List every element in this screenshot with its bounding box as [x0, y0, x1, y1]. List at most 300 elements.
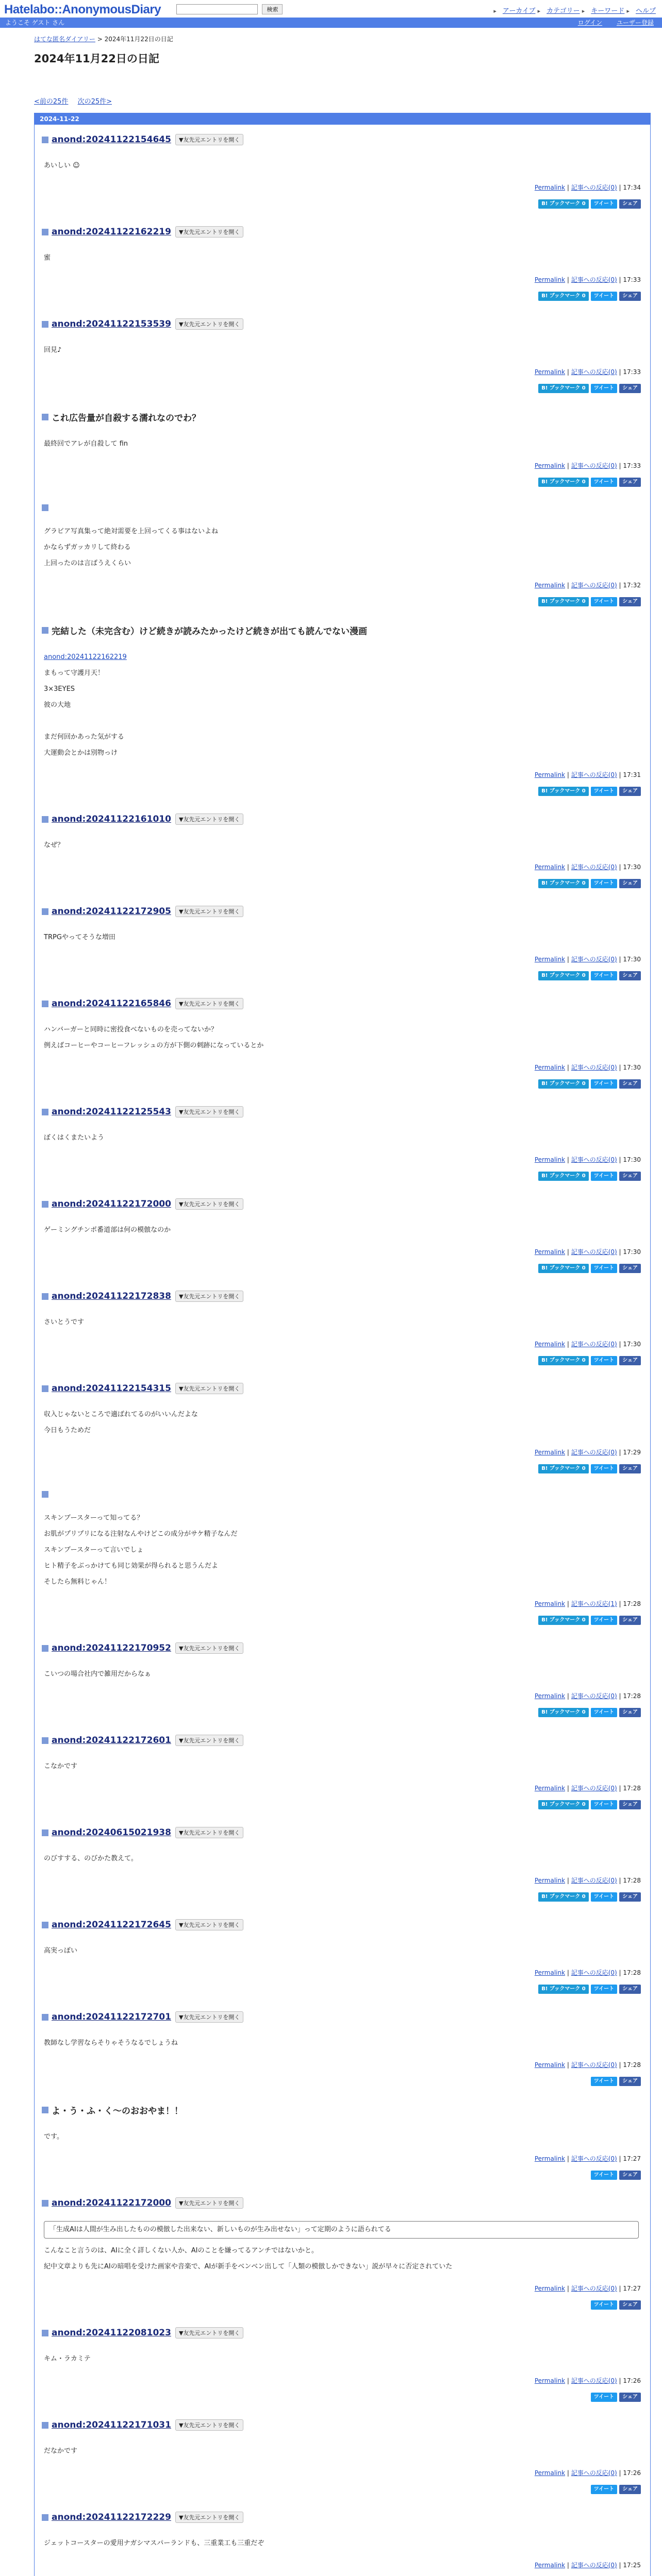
- entry-line: スキンブースターって言いでしょ: [44, 1546, 144, 1554]
- facebook-share-button[interactable]: シェア: [619, 1356, 641, 1365]
- comments-link[interactable]: [571, 184, 617, 191]
- entry: [35, 1281, 650, 1374]
- entry-square-icon[interactable]: [42, 414, 48, 420]
- facebook-share-button[interactable]: シェア: [619, 1172, 641, 1181]
- comments-label: 記事への反応(: [571, 2377, 611, 2384]
- tweet-button[interactable]: ツイート: [591, 787, 618, 796]
- comments-count: 0: [610, 1449, 615, 1456]
- entry-line: さいとうです: [44, 1318, 85, 1326]
- entry-meta: Permalink | 記事への反応(0) | 17:28: [534, 1692, 641, 1700]
- permalink-link[interactable]: Permalink: [534, 1692, 566, 1700]
- tweet-button[interactable]: ツイート: [591, 1892, 618, 1902]
- entry-title-link[interactable]: anond:20241122172601: [52, 1735, 171, 1745]
- hatena-bookmark-button[interactable]: [538, 971, 588, 980]
- entry-line: ゲーミングチンポ番道部は何の模倣なのか: [44, 1226, 171, 1234]
- entry-title-link[interactable]: anond:20241122172701: [52, 2012, 171, 2022]
- comments-link[interactable]: [571, 1600, 617, 1607]
- comments-suffix: ): [615, 2285, 617, 2292]
- entry-title-link[interactable]: anond:20241122153539: [52, 319, 171, 329]
- permalink-link[interactable]: Permalink: [534, 462, 566, 469]
- expand-parent-button[interactable]: ▼友先元エントリを開く: [175, 1383, 243, 1394]
- entry-title-link[interactable]: よ・う・ふ・く〜のおおやま！！: [52, 2106, 183, 2116]
- expand-parent-button[interactable]: ▼友先元エントリを開く: [175, 318, 243, 330]
- entry-title-link[interactable]: anond:20241122154315: [52, 1383, 171, 1394]
- user-bar: [0, 18, 662, 28]
- entry-line: 今日もうためだ: [44, 1427, 91, 1434]
- comments-label: 記事への反応(: [571, 1877, 611, 1884]
- entry-line: 例えばコーヒーやコーヒーフレッシュの方が下側の刺跡になっているとか: [44, 1042, 264, 1049]
- comments-link[interactable]: [571, 582, 617, 589]
- entry-header: [42, 998, 643, 1009]
- entry-meta: Permalink | 記事への反応(0) | 17:31: [534, 771, 641, 778]
- entry-body: [42, 523, 643, 571]
- tweet-button[interactable]: ツイート: [591, 971, 618, 980]
- entry-square-icon[interactable]: [42, 2330, 48, 2336]
- category-icon: ▸: [537, 8, 541, 14]
- facebook-share-button[interactable]: シェア: [619, 2077, 641, 2086]
- comments-suffix: ): [615, 1449, 617, 1456]
- facebook-share-button[interactable]: シェア: [619, 787, 641, 796]
- tweet-button[interactable]: ツイート: [591, 597, 618, 606]
- entry-square-icon[interactable]: [42, 1491, 48, 1498]
- entry-title-link[interactable]: anond:20241122162219: [52, 227, 171, 237]
- entry-meta: Permalink | 記事への反応(0) | 17:28: [534, 1785, 641, 1792]
- facebook-share-button[interactable]: シェア: [619, 597, 641, 606]
- entry-meta: Permalink | 記事への反応(0) | 17:26: [534, 2469, 641, 2477]
- entry-meta: Permalink | 記事への反応(1) | 17:28: [534, 1600, 641, 1607]
- tweet-button[interactable]: ツイート: [591, 1079, 618, 1089]
- entry-title-link[interactable]: 完結した（未完含む）けど続きが読みたかったけど続きが出ても読んでない漫画: [52, 626, 367, 637]
- permalink-link[interactable]: Permalink: [534, 1449, 566, 1456]
- permalink-link[interactable]: Permalink: [534, 1064, 566, 1071]
- comments-suffix: ): [615, 276, 617, 283]
- comments-suffix: ): [615, 2061, 617, 2069]
- permalink-link[interactable]: Permalink: [534, 1969, 566, 1976]
- entry-square-icon[interactable]: [42, 627, 48, 634]
- hatena-bookmark-button[interactable]: [538, 478, 588, 487]
- expand-parent-button[interactable]: ▼友先元エントリを開く: [175, 1735, 243, 1746]
- comments-suffix: ): [615, 1969, 617, 1976]
- tweet-button[interactable]: ツイート: [591, 1264, 618, 1273]
- comments-link[interactable]: [571, 2377, 617, 2384]
- entry-meta: Permalink | 記事への反応(0) | 17:33: [534, 462, 641, 469]
- nav-keyword-link[interactable]: キーワード: [591, 7, 625, 15]
- hatena-bookmark-button[interactable]: [538, 1356, 588, 1365]
- share-buttons: [42, 1984, 643, 1994]
- entry-line: スキンブースターって知ってる？: [44, 1514, 144, 1522]
- entry-header: [42, 2512, 643, 2523]
- comments-link[interactable]: [571, 1969, 617, 1976]
- comments-label: 記事への反応(: [571, 1969, 611, 1976]
- login-link[interactable]: ログイン: [577, 19, 603, 26]
- permalink-link[interactable]: Permalink: [534, 2285, 566, 2292]
- bookmark-count: 0: [582, 293, 586, 299]
- tweet-button[interactable]: ツイート: [591, 2171, 618, 2180]
- entry: [35, 896, 650, 989]
- comments-link[interactable]: [571, 2562, 617, 2569]
- entry-header: [42, 504, 643, 511]
- comments-count: 0: [610, 1877, 615, 1884]
- entry-line: まもって守護月天！: [44, 669, 105, 677]
- facebook-share-button[interactable]: シェア: [619, 1985, 641, 1994]
- facebook-share-button[interactable]: シェア: [619, 2300, 641, 2310]
- expand-parent-button[interactable]: ▼友先元エントリを開く: [175, 814, 243, 825]
- entry: [35, 2002, 650, 2094]
- tweet-button[interactable]: ツイート: [591, 879, 618, 888]
- expand-parent-button[interactable]: ▼友先元エントリを開く: [175, 226, 243, 238]
- comments-label: 記事への反応(: [571, 2061, 611, 2069]
- expand-parent-button[interactable]: ▼友先元エントリを開く: [175, 2327, 243, 2338]
- hatena-bookmark-button[interactable]: [538, 1079, 588, 1089]
- entry-header: [42, 226, 643, 238]
- expand-parent-button[interactable]: ▼友先元エントリを開く: [175, 2419, 243, 2431]
- expand-parent-button[interactable]: ▼友先元エントリを開く: [175, 1106, 243, 1117]
- next-page-link[interactable]: 次の25件>: [77, 98, 112, 106]
- comments-label: 記事への反応(: [571, 863, 611, 871]
- tweet-button[interactable]: ツイート: [591, 478, 618, 487]
- comments-link[interactable]: [571, 2155, 617, 2162]
- comments-link[interactable]: [571, 1449, 617, 1456]
- page-title: 2024年11月22日の日記: [34, 53, 159, 65]
- permalink-link[interactable]: Permalink: [534, 863, 566, 871]
- search-input[interactable]: [176, 4, 258, 14]
- hatena-bookmark-button[interactable]: [538, 1264, 588, 1273]
- site-logo[interactable]: Hatelabo::AnonymousDiary: [4, 3, 161, 16]
- comments-count: 0: [610, 956, 615, 963]
- entry: [35, 1725, 650, 1818]
- entry-line: キム・ラカミテ: [44, 2355, 91, 2363]
- entry: [35, 615, 650, 804]
- comments-label: 記事への反応(: [571, 771, 611, 778]
- entry-square-icon[interactable]: [42, 1829, 48, 1836]
- entry-square-icon[interactable]: [42, 137, 48, 143]
- entry-square-icon[interactable]: [42, 504, 48, 511]
- entry-square-icon[interactable]: [42, 1109, 48, 1115]
- permalink-link[interactable]: Permalink: [534, 2377, 566, 2384]
- entry-square-icon[interactable]: [42, 1385, 48, 1392]
- entry-line: ジェットコースターの愛用ナガシマスパーランドも、三重業工も三重だぞ: [44, 2539, 264, 2547]
- comments-link[interactable]: [571, 863, 617, 871]
- entry-square-icon[interactable]: [42, 1001, 48, 1007]
- facebook-share-button[interactable]: シェア: [619, 2171, 641, 2180]
- bookmark-count: 0: [582, 788, 586, 794]
- comments-suffix: ): [615, 184, 617, 191]
- hatena-bookmark-button[interactable]: [538, 1616, 588, 1625]
- expand-parent-button[interactable]: ▼友先元エントリを開く: [175, 134, 243, 145]
- tweet-button[interactable]: ツイート: [591, 1616, 618, 1625]
- hatena-bookmark-button[interactable]: [538, 597, 588, 606]
- facebook-share-button[interactable]: シェア: [619, 971, 641, 980]
- hatena-bookmark-button[interactable]: [538, 1892, 588, 1902]
- entry-body: [42, 158, 643, 174]
- facebook-share-button[interactable]: シェア: [619, 384, 641, 393]
- entry-square-icon[interactable]: [42, 2514, 48, 2521]
- permalink-link[interactable]: Permalink: [534, 2155, 566, 2162]
- entry-meta: Permalink | 記事への反応(0) | 17:30: [534, 1156, 641, 1163]
- tweet-button[interactable]: ツイート: [591, 292, 618, 301]
- share-buttons: [42, 1263, 643, 1273]
- comments-link[interactable]: [571, 1248, 617, 1256]
- permalink-link[interactable]: Permalink: [534, 1156, 566, 1163]
- nav-archive-link[interactable]: アーカイブ: [502, 7, 536, 15]
- entry-square-icon[interactable]: [42, 1645, 48, 1652]
- hatena-bookmark-button[interactable]: [538, 879, 588, 888]
- entry-header: [42, 906, 643, 917]
- comments-link[interactable]: [571, 1341, 617, 1348]
- entry-title-link[interactable]: anond:20241122172000: [52, 1199, 171, 1209]
- entry-title-link[interactable]: anond:20241122081023: [52, 2328, 171, 2338]
- entry-line: 上回ったのは言ばうえくらい: [44, 560, 131, 567]
- entry-time: 17:26: [623, 2469, 641, 2477]
- permalink-link[interactable]: Permalink: [534, 1341, 566, 1348]
- share-buttons: [42, 1615, 643, 1625]
- comments-label: 記事への反応(: [571, 1692, 611, 1700]
- entry-title-link[interactable]: anond:20241122172229: [52, 2512, 171, 2522]
- entry-title-link[interactable]: anond:20241122172000: [52, 2198, 171, 2208]
- expand-parent-button[interactable]: ▼友先元エントリを開く: [175, 1642, 243, 1654]
- entry-time: 17:30: [623, 1248, 641, 1256]
- expand-parent-button[interactable]: ▼友先元エントリを開く: [175, 2197, 243, 2209]
- entry-header: [42, 2197, 643, 2209]
- entry-square-icon[interactable]: [42, 1293, 48, 1300]
- hatena-bookmark-label: B! ブックマーク: [541, 599, 581, 604]
- hatena-bookmark-button[interactable]: [538, 384, 588, 393]
- comments-count: 0: [610, 1341, 615, 1348]
- facebook-share-button[interactable]: シェア: [619, 1079, 641, 1089]
- facebook-share-button[interactable]: シェア: [619, 292, 641, 301]
- permalink-link[interactable]: Permalink: [534, 771, 566, 778]
- hatena-bookmark-button[interactable]: [538, 1464, 588, 1473]
- entry-square-icon[interactable]: [42, 2107, 48, 2113]
- facebook-share-button[interactable]: シェア: [619, 879, 641, 888]
- entry-time: 17:30: [623, 1341, 641, 1348]
- search-box: [176, 4, 283, 14]
- entry-square-icon[interactable]: [42, 908, 48, 915]
- entry-square-icon[interactable]: [42, 2422, 48, 2429]
- comments-count: 0: [610, 1785, 615, 1792]
- entry-time: 17:27: [623, 2285, 641, 2292]
- facebook-share-button[interactable]: シェア: [619, 478, 641, 487]
- permalink-link[interactable]: Permalink: [534, 2469, 566, 2477]
- tweet-button[interactable]: ツイート: [591, 1985, 618, 1994]
- hatena-bookmark-label: B! ブックマーク: [541, 1081, 581, 1087]
- entry-meta: Permalink | 記事への反応(0) | 17:30: [534, 1064, 641, 1071]
- tweet-button[interactable]: ツイート: [591, 2300, 618, 2310]
- expand-parent-button[interactable]: ▼友先元エントリを開く: [175, 1827, 243, 1838]
- entry-square-icon[interactable]: [42, 2200, 48, 2207]
- permalink-link[interactable]: Permalink: [534, 1785, 566, 1792]
- bookmark-count: 0: [582, 880, 586, 886]
- permalink-link[interactable]: Permalink: [534, 1248, 566, 1256]
- comments-suffix: ): [615, 2562, 617, 2569]
- entry-square-icon[interactable]: [42, 2014, 48, 2021]
- comments-link[interactable]: [571, 2469, 617, 2477]
- permalink-link[interactable]: Permalink: [534, 368, 566, 376]
- comments-link[interactable]: [571, 956, 617, 963]
- facebook-share-button[interactable]: シェア: [619, 199, 641, 209]
- entry: [35, 495, 650, 615]
- facebook-share-button[interactable]: シェア: [619, 1616, 641, 1625]
- comments-link[interactable]: [571, 771, 617, 778]
- tweet-button[interactable]: ツイート: [591, 2393, 618, 2402]
- expand-parent-button[interactable]: ▼友先元エントリを開く: [175, 906, 243, 917]
- entry-title-link[interactable]: anond:20241122171031: [52, 2420, 171, 2430]
- tweet-button[interactable]: ツイート: [591, 2485, 618, 2494]
- entry-square-icon[interactable]: [42, 321, 48, 328]
- tweet-button[interactable]: ツイート: [591, 2077, 618, 2086]
- entry-square-icon[interactable]: [42, 229, 48, 235]
- comments-link[interactable]: [571, 2285, 617, 2292]
- comments-link[interactable]: [571, 2061, 617, 2069]
- hatena-bookmark-button[interactable]: [538, 1985, 588, 1994]
- entry-title-link[interactable]: これ広告量が自殺する濡れなのでわ？: [52, 413, 201, 423]
- hatena-bookmark-label: B! ブックマーク: [541, 385, 581, 391]
- entry: [35, 1818, 650, 1910]
- entry-body: [42, 1851, 643, 1867]
- expand-parent-button[interactable]: ▼友先元エントリを開く: [175, 1198, 243, 1210]
- permalink-link[interactable]: Permalink: [534, 1600, 566, 1607]
- breadcrumb-home-link[interactable]: はてな匿名ダイアリー: [34, 36, 95, 43]
- prev-page-link[interactable]: <前の25件: [34, 98, 69, 106]
- entry-body: [42, 250, 643, 266]
- permalink-link[interactable]: Permalink: [534, 2562, 566, 2569]
- hatena-bookmark-button[interactable]: [538, 1172, 588, 1181]
- help-icon: ▸: [626, 8, 630, 14]
- facebook-share-button[interactable]: シェア: [619, 2485, 641, 2494]
- hatena-bookmark-label: B! ブックマーク: [541, 1265, 581, 1271]
- entry-time: 17:26: [623, 2377, 641, 2384]
- comments-link[interactable]: [571, 1692, 617, 1700]
- entry-title-link[interactable]: anond:20241122165846: [52, 998, 171, 1009]
- comments-count: 0: [610, 1248, 615, 1256]
- hatena-bookmark-label: B! ブックマーク: [541, 1617, 581, 1623]
- comments-suffix: ): [615, 1248, 617, 1256]
- anchor-reference-link[interactable]: anond:20241122162219: [44, 653, 127, 661]
- expand-parent-button[interactable]: ▼友先元エントリを開く: [175, 2011, 243, 2023]
- entry-square-icon[interactable]: [42, 1737, 48, 1744]
- hatena-bookmark-button[interactable]: [538, 292, 588, 301]
- entry-line: 3×3EYES: [44, 685, 75, 693]
- entry: [35, 804, 650, 896]
- entry-quote: 「生成AIは人間が生み出したものの模倣した出来ない、新しいものが生み出せない」って定期のように語られてる: [44, 2221, 639, 2239]
- comments-link[interactable]: [571, 368, 617, 376]
- tweet-button[interactable]: ツイート: [591, 1172, 618, 1181]
- entry-square-icon[interactable]: [42, 1201, 48, 1208]
- hatena-bookmark-button[interactable]: [538, 787, 588, 796]
- comments-suffix: ): [615, 1600, 617, 1607]
- permalink-link[interactable]: Permalink: [534, 956, 566, 963]
- entry-line: のびすする、のびかた教えて。: [44, 1855, 138, 1862]
- facebook-share-button[interactable]: シェア: [619, 1708, 641, 1717]
- expand-parent-button[interactable]: ▼友先元エントリを開く: [175, 1291, 243, 1302]
- comments-suffix: ): [615, 863, 617, 871]
- permalink-link[interactable]: Permalink: [534, 2061, 566, 2069]
- nav-category-link[interactable]: カテゴリー: [547, 7, 580, 15]
- tweet-button[interactable]: ツイート: [591, 384, 618, 393]
- tweet-button[interactable]: ツイート: [591, 1464, 618, 1473]
- hatena-bookmark-button[interactable]: [538, 1708, 588, 1717]
- comments-count: 0: [610, 1156, 615, 1163]
- comments-count: 0: [610, 2377, 615, 2384]
- share-buttons: [42, 597, 643, 606]
- entry-line: 高実っぽい: [44, 1947, 78, 1955]
- entry-time: 17:29: [623, 1449, 641, 1456]
- entry-body: [42, 1022, 643, 1054]
- comments-link[interactable]: [571, 1064, 617, 1071]
- entry-time: 17:25: [623, 2562, 641, 2569]
- share-buttons: [42, 971, 643, 980]
- entry-line: グラビア写真集って絶対需要を上回ってくる事はないよね: [44, 528, 219, 535]
- signup-link[interactable]: ユーザー登録: [616, 19, 654, 26]
- entry-title-link[interactable]: anond:20241122172905: [52, 906, 171, 917]
- entry-title-link[interactable]: anond:20241122154645: [52, 134, 171, 145]
- facebook-share-button[interactable]: シェア: [619, 1892, 641, 1902]
- hatena-bookmark-button[interactable]: [538, 199, 588, 209]
- entry-time: 17:30: [623, 956, 641, 963]
- expand-parent-button[interactable]: ▼友先元エントリを開く: [175, 998, 243, 1009]
- entry-time: 17:28: [623, 2061, 641, 2069]
- tweet-button[interactable]: ツイート: [591, 199, 618, 209]
- comments-label: 記事への反応(: [571, 1449, 611, 1456]
- hatena-bookmark-button[interactable]: [538, 1800, 588, 1809]
- entry-meta: Permalink | 記事への反応(0) | 17:30: [534, 1248, 641, 1256]
- entry-meta: Permalink | 記事への反応(0) | 17:25: [534, 2562, 641, 2569]
- entry: [35, 1374, 650, 1482]
- entry-time: 17:31: [623, 771, 641, 778]
- search-button[interactable]: 検索: [262, 4, 283, 14]
- facebook-share-button[interactable]: シェア: [619, 1464, 641, 1473]
- expand-parent-button[interactable]: ▼友先元エントリを開く: [175, 2512, 243, 2523]
- comments-link[interactable]: [571, 1156, 617, 1163]
- comments-count: 0: [610, 184, 615, 191]
- share-buttons: [42, 1464, 643, 1473]
- facebook-share-button[interactable]: シェア: [619, 1264, 641, 1273]
- entry-square-icon[interactable]: [42, 816, 48, 823]
- entry-square-icon[interactable]: [42, 1922, 48, 1928]
- comments-link[interactable]: [571, 276, 617, 283]
- tweet-button[interactable]: ツイート: [591, 1356, 618, 1365]
- tweet-button[interactable]: ツイート: [591, 1800, 618, 1809]
- day-label: 2024-11-22: [35, 113, 650, 125]
- nav-help-link[interactable]: ヘルプ: [635, 7, 656, 15]
- entry-title-link[interactable]: anond:20240615021938: [52, 1827, 171, 1838]
- entry-title-link[interactable]: anond:20241122172838: [52, 1291, 171, 1301]
- entry-title-link[interactable]: anond:20241122161010: [52, 814, 171, 824]
- bookmark-count: 0: [582, 1173, 586, 1179]
- facebook-share-button[interactable]: シェア: [619, 2393, 641, 2402]
- tweet-button[interactable]: ツイート: [591, 1708, 618, 1717]
- facebook-share-button[interactable]: シェア: [619, 1800, 641, 1809]
- entry-title-link[interactable]: anond:20241122125543: [52, 1107, 171, 1117]
- entry-body: [42, 2351, 643, 2367]
- entry-line: 大運動会とかは別物っけ: [44, 749, 118, 757]
- comments-link[interactable]: [571, 1877, 617, 1884]
- comments-link[interactable]: [571, 462, 617, 469]
- expand-parent-button[interactable]: ▼友先元エントリを開く: [175, 1919, 243, 1930]
- permalink-link[interactable]: Permalink: [534, 184, 566, 191]
- comments-link[interactable]: [571, 1785, 617, 1792]
- entry-line: なぜ？: [44, 841, 64, 849]
- permalink-link[interactable]: Permalink: [534, 1877, 566, 1884]
- entry-line: そしたら無料じゃん！: [44, 1578, 111, 1586]
- permalink-link[interactable]: Permalink: [534, 582, 566, 589]
- entry-title-link[interactable]: anond:20241122172645: [52, 1920, 171, 1930]
- entry-time: 17:33: [623, 462, 641, 469]
- entry-title-link[interactable]: anond:20241122170952: [52, 1643, 171, 1653]
- entry-time: 17:28: [623, 1969, 641, 1976]
- keyword-icon: ▸: [582, 8, 585, 14]
- permalink-link[interactable]: Permalink: [534, 276, 566, 283]
